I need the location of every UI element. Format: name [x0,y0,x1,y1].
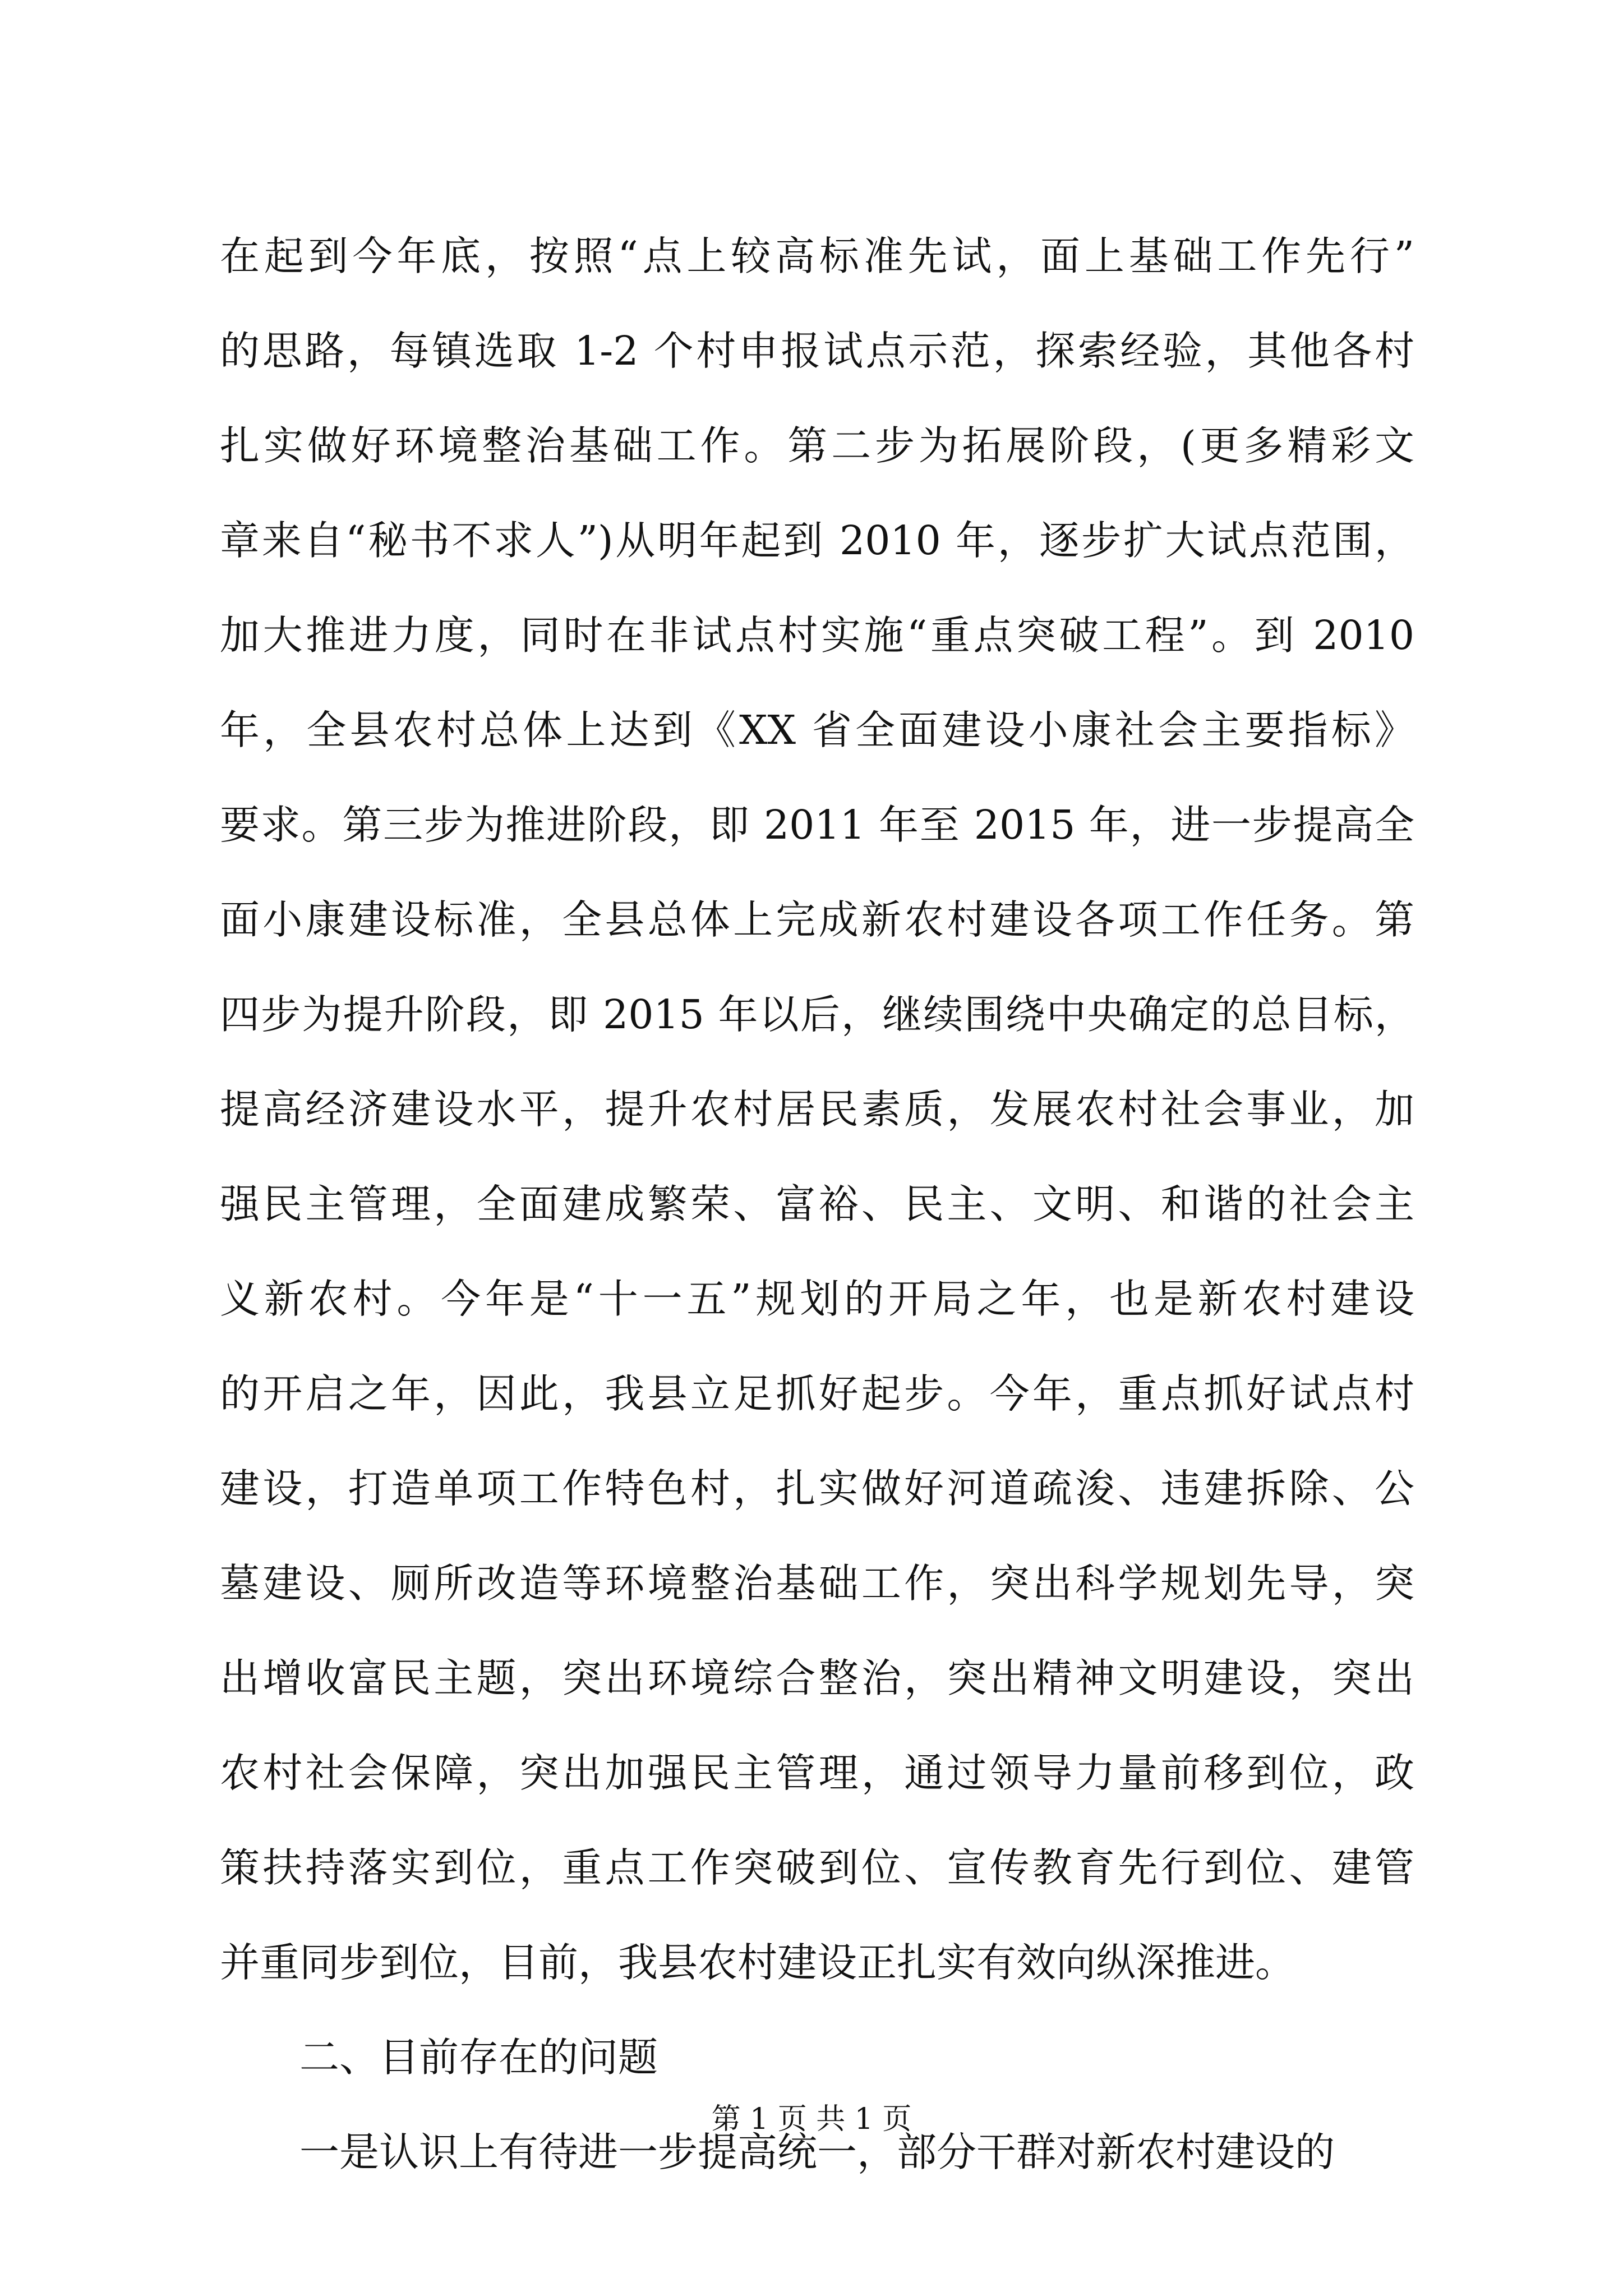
body-line: 墓建设、厕所改造等环境整治基础工作，突出科学规划先导，突 [220,1560,1414,1607]
body-line: 四步为提升阶段，即 2015 年以后，继续围绕中央确定的总目标， [220,991,1414,1038]
body-line: 的思路，每镇选取 1-2 个村申报试点示范，探索经验，其他各村 [220,328,1414,374]
body-line: 农村社会保障，突出加强民主管理，通过领导力量前移到位，政 [220,1750,1414,1796]
body-line: 一是认识上有待进一步提高统一，部分干群对新农村建设的 [299,2129,1335,2175]
body-line: 强民主管理，全面建成繁荣、富裕、民主、文明、和谐的社会主 [220,1181,1414,1227]
body-line: 策扶持落实到位，重点工作突破到位、宣传教育先行到位、建管 [220,1844,1414,1891]
body-line: 扎实做好环境整治基础工作。第二步为拓展阶段，(更多精彩文 [220,422,1414,469]
body-line: 加大推进力度，同时在非试点村实施“重点突破工程”。到 2010 [220,612,1414,659]
section-heading: 二、目前存在的问题 [299,2034,658,2081]
body-line: 提高经济建设水平，提升农村居民素质，发展农村社会事业，加 [220,1086,1414,1133]
body-line: 年，全县农村总体上达到《XX 省全面建设小康社会主要指标》 [220,707,1414,753]
page-footer: 第 1 页 共 1 页 [711,2102,912,2136]
document-body [220,209,1414,2200]
body-line: 在起到今年底，按照“点上较高标准先试，面上基础工作先行” [220,233,1414,279]
body-line: 出增收富民主题，突出环境综合整治，突出精神文明建设，突出 [220,1655,1414,1701]
body-line: 要求。第三步为推进阶段，即 2011 年至 2015 年，进一步提高全 [220,802,1414,848]
body-line: 章来自“秘书不求人”)从明年起到 2010 年，逐步扩大试点范围， [220,517,1414,564]
paragraph-end-line: 并重同步到位，目前，我县农村建设正扎实有效向纵深推进。 [220,1939,1295,1986]
body-line: 面小康建设标准，全县总体上完成新农村建设各项工作任务。第 [220,896,1414,943]
body-line: 的开启之年，因此，我县立足抓好起步。今年，重点抓好试点村 [220,1370,1414,1417]
body-line: 义新农村。今年是“十一五”规划的开局之年，也是新农村建设 [220,1276,1414,1322]
body-line: 建设，打造单项工作特色村，扎实做好河道疏浚、违建拆除、公 [220,1465,1414,1512]
